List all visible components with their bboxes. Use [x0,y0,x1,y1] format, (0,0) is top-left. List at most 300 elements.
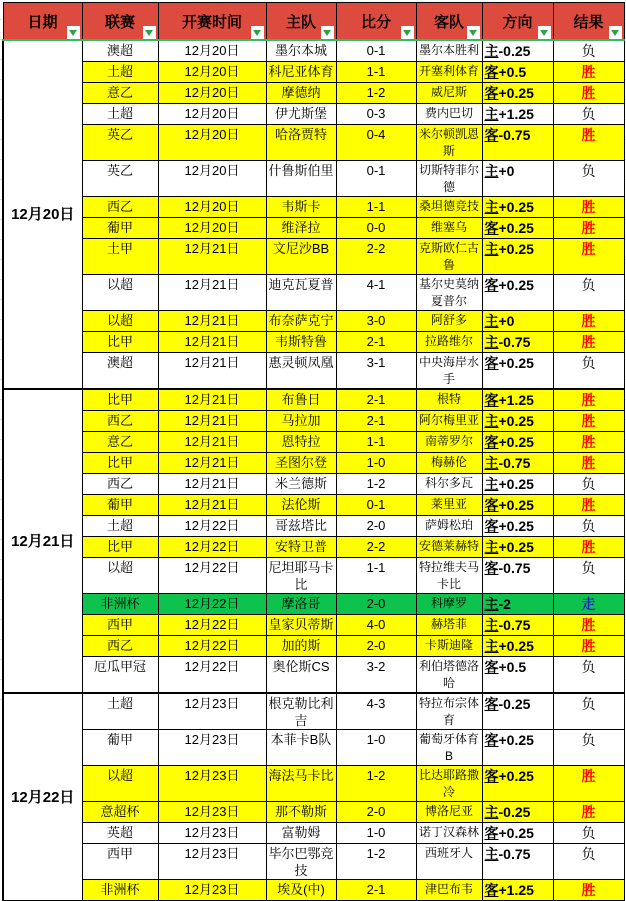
cell-handicap-direction[interactable] [482,239,553,275]
cell-away-team[interactable]: 维塞乌 [416,218,482,239]
cell-handicap-direction[interactable] [482,516,553,537]
cell-result[interactable]: 胜 [553,537,624,558]
handicap-value: -0.25 [498,43,531,59]
cell-away-team[interactable]: 萨姆松珀 [416,516,482,537]
cell-kickoff-time[interactable]: 12月23日 [158,766,266,802]
handicap-value: +0.25 [498,277,534,293]
cell-kickoff-time[interactable]: 12月22日 [158,558,266,594]
cell-handicap-direction[interactable] [482,880,553,901]
cell-score[interactable]: 3-2 [336,657,416,694]
cell-away-team[interactable]: 中央海岸水手 [416,353,482,390]
cell-away-team[interactable]: 利伯塔德洛哈 [416,657,482,694]
cell-kickoff-time[interactable]: 12月22日 [158,636,266,657]
cell-kickoff-time[interactable]: 12月20日 [158,197,266,218]
cell-away-team[interactable]: 特拉维夫马卡比 [416,558,482,594]
cell-home-team[interactable]: 布奈萨克宁 [266,311,336,332]
cell-score[interactable]: 2-0 [336,802,416,823]
cell-home-team[interactable]: 埃及(中) [266,880,336,901]
cell-score[interactable]: 1-1 [336,197,416,218]
cell-score[interactable]: 0-1 [336,161,416,197]
cell-kickoff-time[interactable]: 12月22日 [158,615,266,636]
filter-dropdown-icon[interactable] [67,26,80,39]
cell-score[interactable]: 2-2 [336,239,416,275]
cell-score[interactable]: 0-3 [336,104,416,125]
cell-handicap-direction[interactable] [482,730,553,766]
match-row [3,657,624,694]
cell-handicap-direction[interactable] [482,594,553,615]
handicap-side: 主 [484,804,499,820]
cell-away-team[interactable]: 津巴布韦 [416,880,482,901]
cell-score[interactable]: 2-1 [336,411,416,432]
cell-result[interactable]: 负 [553,353,624,390]
cell-handicap-direction[interactable] [482,558,553,594]
cell-kickoff-time[interactable]: 12月21日 [158,474,266,495]
cell-home-team[interactable]: 富勒姆 [266,823,336,844]
cell-home-team[interactable]: 惠灵顿凤凰 [266,353,336,390]
cell-handicap-direction[interactable] [482,389,553,411]
handicap-side: 客 [484,768,499,784]
handicap-side: 主 [484,199,499,215]
handicap-side: 客 [484,518,499,534]
cell-away-team[interactable]: 开塞利体育 [416,62,482,83]
cell-away-team[interactable]: 安德莱赫特 [416,537,482,558]
cell-score[interactable]: 3-1 [336,353,416,390]
cell-score[interactable]: 2-0 [336,516,416,537]
match-row [3,495,624,516]
cell-home-team[interactable]: 迪克瓦夏普 [266,275,336,311]
cell-away-team[interactable]: 葡萄牙体育B [416,730,482,766]
handicap-side: 客 [484,825,499,841]
handicap-side: 客 [484,732,499,748]
cell-kickoff-time[interactable]: 12月23日 [158,730,266,766]
date-group-cell[interactable]: 12月22日 [3,693,82,901]
handicap-value: +0.25 [498,241,534,257]
cell-home-team[interactable]: 什鲁斯伯里 [266,161,336,197]
cell-home-team[interactable]: 海法马卡比 [266,766,336,802]
cell-league[interactable]: 西乙 [82,197,158,218]
cell-result[interactable]: 胜 [553,766,624,802]
cell-home-team[interactable]: 哥兹塔比 [266,516,336,537]
match-row [3,411,624,432]
cell-league[interactable]: 意超杯 [82,802,158,823]
cell-handicap-direction[interactable] [482,432,553,453]
handicap-value: +0.25 [498,413,534,429]
cell-handicap-direction[interactable] [482,495,553,516]
handicap-side: 主 [484,476,499,492]
cell-kickoff-time[interactable]: 12月21日 [158,432,266,453]
cell-handicap-direction[interactable] [482,411,553,432]
cell-away-team[interactable]: 威尼斯 [416,83,482,104]
cell-score[interactable]: 2-0 [336,594,416,615]
cell-kickoff-time[interactable]: 12月20日 [158,161,266,197]
handicap-side: 客 [484,434,499,450]
cell-result[interactable]: 胜 [553,311,624,332]
cell-handicap-direction[interactable] [482,844,553,880]
cell-result[interactable]: 胜 [553,125,624,161]
cell-result[interactable]: 胜 [553,332,624,353]
handicap-value: +0.25 [498,476,534,492]
cell-home-team[interactable]: 墨尔本城 [266,40,336,62]
cell-result[interactable]: 走 [553,594,624,615]
cell-score[interactable]: 1-0 [336,453,416,474]
cell-league[interactable]: 意乙 [82,83,158,104]
cell-away-team[interactable]: 桑坦德竞技 [416,197,482,218]
cell-away-team[interactable]: 米尔顿凯恩斯 [416,125,482,161]
cell-away-team[interactable]: 科摩罗 [416,594,482,615]
cell-kickoff-time[interactable]: 12月21日 [158,311,266,332]
handicap-value: -0.75 [498,560,531,576]
cell-handicap-direction[interactable] [482,332,553,353]
cell-kickoff-time[interactable]: 12月21日 [158,411,266,432]
filter-dropdown-icon[interactable] [143,26,156,39]
cell-score[interactable]: 1-1 [336,432,416,453]
cell-kickoff-time[interactable]: 12月21日 [158,332,266,353]
cell-away-team[interactable]: 赫塔菲 [416,615,482,636]
cell-score[interactable]: 1-0 [336,823,416,844]
cell-league[interactable]: 葡甲 [82,218,158,239]
cell-handicap-direction[interactable] [482,453,553,474]
cell-kickoff-time[interactable]: 12月20日 [158,40,266,62]
cell-home-team[interactable]: 摩德纳 [266,83,336,104]
cell-kickoff-time[interactable]: 12月22日 [158,657,266,694]
cell-league[interactable]: 西乙 [82,636,158,657]
cell-kickoff-time[interactable]: 12月23日 [158,802,266,823]
cell-away-team[interactable]: 科尔多瓦 [416,474,482,495]
match-row [3,558,624,594]
cell-score[interactable]: 0-1 [336,495,416,516]
cell-kickoff-time[interactable]: 12月23日 [158,880,266,901]
cell-kickoff-time[interactable]: 12月23日 [158,823,266,844]
handicap-value: +0.25 [498,638,534,654]
cell-home-team[interactable]: 根克勒比利吉 [266,693,336,730]
handicap-value: -0.25 [498,696,531,712]
cell-result[interactable]: 胜 [553,83,624,104]
cell-handicap-direction[interactable] [482,474,553,495]
handicap-value: +0.25 [498,732,534,748]
cell-handicap-direction[interactable] [482,104,553,125]
cell-result[interactable]: 负 [553,516,624,537]
cell-league[interactable]: 英超 [82,823,158,844]
cell-score[interactable]: 0-4 [336,125,416,161]
cell-score[interactable]: 4-3 [336,693,416,730]
cell-home-team[interactable]: 安特卫普 [266,537,336,558]
cell-handicap-direction[interactable] [482,125,553,161]
cell-kickoff-time[interactable]: 12月21日 [158,239,266,275]
cell-away-team[interactable]: 切斯特菲尔德 [416,161,482,197]
cell-score[interactable]: 0-0 [336,218,416,239]
cell-home-team[interactable]: 哈洛贾特 [266,125,336,161]
cell-result[interactable]: 负 [553,40,624,62]
cell-kickoff-time[interactable]: 12月21日 [158,353,266,390]
cell-away-team[interactable]: 博洛尼亚 [416,802,482,823]
cell-handicap-direction[interactable] [482,40,553,62]
cell-kickoff-time[interactable]: 12月20日 [158,83,266,104]
cell-score[interactable]: 3-0 [336,311,416,332]
filter-dropdown-icon[interactable] [321,26,334,39]
cell-away-team[interactable]: 费内巴切 [416,104,482,125]
cell-handicap-direction[interactable] [482,537,553,558]
cell-kickoff-time[interactable]: 12月22日 [158,516,266,537]
cell-league[interactable]: 葡甲 [82,730,158,766]
cell-home-team[interactable]: 摩洛哥 [266,594,336,615]
column-header-time[interactable] [158,3,266,41]
cell-handicap-direction[interactable] [482,311,553,332]
cell-away-team[interactable]: 莱里亚 [416,495,482,516]
cell-result[interactable]: 负 [553,823,624,844]
cell-result[interactable]: 负 [553,275,624,311]
handicap-value: +0.25 [498,497,534,513]
cell-score[interactable]: 1-2 [336,766,416,802]
cell-result[interactable]: 负 [553,104,624,125]
cell-home-team[interactable]: 韦斯卡 [266,197,336,218]
handicap-side: 客 [484,355,499,371]
cell-away-team[interactable]: 特拉布宗体育 [416,693,482,730]
cell-league[interactable]: 土超 [82,62,158,83]
cell-handicap-direction[interactable] [482,766,553,802]
handicap-side: 客 [484,85,499,101]
match-row [3,332,624,353]
cell-kickoff-time[interactable]: 12月21日 [158,389,266,411]
handicap-side: 客 [484,127,499,143]
cell-league[interactable]: 西甲 [82,844,158,880]
cell-league[interactable]: 厄瓜甲冠 [82,657,158,694]
cell-score[interactable]: 1-1 [336,558,416,594]
column-header-date[interactable] [3,3,82,41]
cell-league[interactable]: 非洲杯 [82,594,158,615]
cell-home-team[interactable]: 皇家贝蒂斯 [266,615,336,636]
cell-home-team[interactable]: 科尼亚体育 [266,62,336,83]
cell-away-team[interactable]: 西班牙人 [416,844,482,880]
cell-away-team[interactable]: 阿尔梅里亚 [416,411,482,432]
cell-league[interactable]: 葡甲 [82,495,158,516]
cell-result[interactable]: 胜 [553,615,624,636]
cell-handicap-direction[interactable] [482,275,553,311]
filter-dropdown-icon[interactable] [401,26,414,39]
cell-handicap-direction[interactable] [482,83,553,104]
column-header-label: 开赛时间 [181,13,242,31]
cell-away-team[interactable]: 卡斯迪隆 [416,636,482,657]
cell-league[interactable]: 比甲 [82,453,158,474]
cell-handicap-direction[interactable] [482,823,553,844]
filter-dropdown-icon[interactable] [609,26,622,39]
cell-kickoff-time[interactable]: 12月21日 [158,495,266,516]
cell-league[interactable]: 以超 [82,311,158,332]
handicap-side: 客 [484,659,499,675]
column-header-result[interactable] [553,3,624,41]
table-header [3,3,624,41]
cell-score[interactable]: 1-1 [336,62,416,83]
column-header-direction[interactable] [482,3,553,41]
cell-handicap-direction[interactable] [482,353,553,390]
cell-result[interactable]: 负 [553,657,624,694]
cell-kickoff-time[interactable]: 12月22日 [158,537,266,558]
cell-home-team[interactable]: 圣图尔登 [266,453,336,474]
cell-handicap-direction[interactable] [482,161,553,197]
cell-handicap-direction[interactable] [482,693,553,730]
cell-handicap-direction[interactable] [482,62,553,83]
cell-result[interactable]: 负 [553,558,624,594]
cell-kickoff-time[interactable]: 12月22日 [158,594,266,615]
cell-league[interactable]: 意乙 [82,432,158,453]
cell-home-team[interactable]: 马拉加 [266,411,336,432]
cell-league[interactable]: 澳超 [82,353,158,390]
cell-away-team[interactable]: 根特 [416,389,482,411]
column-header-label: 客队 [433,13,464,31]
cell-handicap-direction[interactable] [482,615,553,636]
match-row [3,353,624,390]
cell-league[interactable]: 西乙 [82,411,158,432]
cell-league[interactable]: 以超 [82,275,158,311]
date-group-cell[interactable]: 12月21日 [3,389,82,693]
cell-home-team[interactable]: 布鲁日 [266,389,336,411]
cell-home-team[interactable]: 伊尤斯堡 [266,104,336,125]
cell-result[interactable]: 胜 [553,802,624,823]
cell-score[interactable]: 2-0 [336,636,416,657]
cell-score[interactable]: 1-2 [336,474,416,495]
cell-score[interactable]: 4-0 [336,615,416,636]
cell-result[interactable]: 胜 [553,432,624,453]
cell-league[interactable]: 以超 [82,766,158,802]
cell-league[interactable]: 土超 [82,516,158,537]
handicap-side: 主 [484,163,499,179]
handicap-side: 主 [484,596,499,612]
cell-home-team[interactable]: 加的斯 [266,636,336,657]
cell-home-team[interactable]: 本菲卡B队 [266,730,336,766]
cell-league[interactable]: 英乙 [82,125,158,161]
handicap-value: +0.5 [498,659,527,675]
cell-league[interactable]: 土超 [82,104,158,125]
cell-score[interactable]: 2-1 [336,389,416,411]
cell-away-team[interactable]: 阿舒多 [416,311,482,332]
handicap-side: 客 [484,497,499,513]
handicap-side: 主 [484,455,499,471]
cell-kickoff-time[interactable]: 12月20日 [158,104,266,125]
filter-dropdown-icon[interactable] [251,26,264,39]
filter-dropdown-icon[interactable] [538,26,551,39]
cell-league[interactable]: 比甲 [82,537,158,558]
cell-result[interactable]: 胜 [553,62,624,83]
handicap-side: 主 [484,313,499,329]
cell-home-team[interactable]: 毕尔巴鄂竞技 [266,844,336,880]
date-group-cell[interactable]: 12月20日 [3,40,82,389]
cell-kickoff-time[interactable]: 12月20日 [158,125,266,161]
cell-home-team[interactable]: 法伦斯 [266,495,336,516]
cell-handicap-direction[interactable] [482,218,553,239]
cell-handicap-direction[interactable] [482,657,553,694]
cell-away-team[interactable]: 克斯欧仁古鲁 [416,239,482,275]
column-header-label: 结果 [573,13,604,31]
cell-away-team[interactable]: 梅赫伦 [416,453,482,474]
match-row [3,62,624,83]
cell-result[interactable]: 胜 [553,197,624,218]
handicap-value: +1.25 [498,392,534,408]
cell-result[interactable]: 负 [553,474,624,495]
cell-result[interactable]: 胜 [553,411,624,432]
cell-score[interactable]: 1-0 [336,730,416,766]
cell-league[interactable]: 西乙 [82,474,158,495]
cell-handicap-direction[interactable] [482,636,553,657]
cell-score[interactable]: 2-2 [336,537,416,558]
handicap-value: -0.75 [498,846,531,862]
cell-home-team[interactable]: 韦斯特鲁 [266,332,336,353]
cell-league[interactable]: 比甲 [82,332,158,353]
cell-home-team[interactable]: 米兰德斯 [266,474,336,495]
cell-home-team[interactable]: 文尼沙BB [266,239,336,275]
cell-result[interactable]: 胜 [553,636,624,657]
cell-league[interactable]: 英乙 [82,161,158,197]
cell-kickoff-time[interactable]: 12月21日 [158,453,266,474]
cell-kickoff-time[interactable]: 12月20日 [158,62,266,83]
cell-score[interactable]: 2-1 [336,332,416,353]
cell-score[interactable]: 1-2 [336,844,416,880]
cell-result[interactable]: 胜 [553,218,624,239]
cell-home-team[interactable]: 恩特拉 [266,432,336,453]
cell-away-team[interactable]: 比达耶路撒冷 [416,766,482,802]
cell-away-team[interactable]: 拉路维尔 [416,332,482,353]
cell-league[interactable]: 非洲杯 [82,880,158,901]
column-header-away[interactable] [416,3,482,41]
match-row [3,474,624,495]
cell-kickoff-time[interactable]: 12月21日 [158,275,266,311]
cell-result[interactable]: 负 [553,730,624,766]
handicap-value: -0.25 [498,804,531,820]
cell-home-team[interactable]: 尼坦耶马卡比 [266,558,336,594]
handicap-value: +0 [498,313,515,329]
match-results-table [2,2,625,901]
cell-league[interactable]: 土超 [82,693,158,730]
cell-result[interactable]: 胜 [553,495,624,516]
cell-away-team[interactable]: 基尔史莫纳夏普尔 [416,275,482,311]
filter-dropdown-icon[interactable] [467,26,480,39]
cell-result[interactable]: 负 [553,844,624,880]
cell-league[interactable]: 西甲 [82,615,158,636]
cell-home-team[interactable]: 维泽拉 [266,218,336,239]
cell-result[interactable]: 负 [553,161,624,197]
cell-result[interactable]: 胜 [553,389,624,411]
cell-kickoff-time[interactable]: 12月20日 [158,218,266,239]
cell-away-team[interactable]: 南蒂罗尔 [416,432,482,453]
cell-handicap-direction[interactable] [482,802,553,823]
cell-kickoff-time[interactable]: 12月23日 [158,693,266,730]
cell-score[interactable]: 2-1 [336,880,416,901]
cell-result[interactable]: 胜 [553,453,624,474]
cell-home-team[interactable]: 奥伦斯CS [266,657,336,694]
cell-score[interactable]: 4-1 [336,275,416,311]
cell-result[interactable]: 胜 [553,239,624,275]
cell-home-team[interactable]: 那不勒斯 [266,802,336,823]
handicap-value: +1.25 [498,106,534,122]
column-header-label: 联赛 [104,13,135,31]
cell-score[interactable]: 0-1 [336,40,416,62]
match-row [3,104,624,125]
cell-result[interactable]: 胜 [553,880,624,901]
cell-kickoff-time[interactable]: 12月23日 [158,844,266,880]
cell-result[interactable]: 负 [553,693,624,730]
handicap-value: +0.25 [498,220,534,236]
cell-league[interactable]: 比甲 [82,389,158,411]
column-header-home[interactable] [266,3,336,41]
cell-score[interactable]: 1-2 [336,83,416,104]
column-header-score[interactable] [336,3,416,41]
match-row [3,615,624,636]
cell-league[interactable]: 澳超 [82,40,158,62]
cell-away-team[interactable]: 诺丁汉森林 [416,823,482,844]
cell-league[interactable]: 以超 [82,558,158,594]
cell-league[interactable]: 土甲 [82,239,158,275]
column-header-league[interactable] [82,3,158,41]
cell-away-team[interactable]: 墨尔本胜利 [416,40,482,62]
cell-handicap-direction[interactable] [482,197,553,218]
